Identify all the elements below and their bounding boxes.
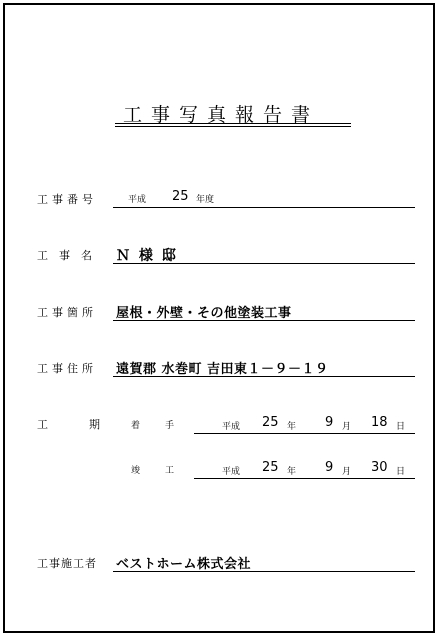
- period-label: 工期: [37, 418, 141, 431]
- period-end-year-unit: 年: [287, 467, 297, 477]
- construction-location-underline: [113, 320, 415, 321]
- period-start-underline: [194, 433, 415, 434]
- construction-address-value: 遠賀郡 水巻町 吉田東１－９－１９: [116, 362, 329, 377]
- construction-name-label: 工事名: [37, 249, 103, 262]
- contractor-label: 工事施工者: [37, 557, 97, 570]
- period-start-day-unit: 日: [396, 422, 406, 432]
- construction-name-value: Ｎ 様 邸: [116, 248, 178, 264]
- period-end-month: 9: [325, 460, 334, 475]
- document-title: 工事写真報告書: [122, 104, 319, 126]
- construction-name-underline: [113, 263, 415, 264]
- construction-number-era: 平成: [128, 195, 147, 205]
- title-underline: [115, 123, 351, 124]
- construction-address-label: 工事住所: [37, 362, 97, 375]
- period-start-day: 18: [371, 415, 388, 430]
- period-start-era: 平成: [222, 422, 241, 432]
- contractor-underline: [113, 571, 415, 572]
- period-start-year: 25: [262, 415, 279, 430]
- period-start-month: 9: [325, 415, 334, 430]
- period-start-month-unit: 月: [342, 422, 352, 432]
- construction-number-suffix: 年度: [196, 195, 215, 205]
- construction-number-underline: [113, 207, 415, 208]
- period-start-label: 着手: [131, 421, 200, 431]
- period-end-year: 25: [262, 460, 279, 475]
- construction-location-value: 屋根・外壁・その他塗装工事: [116, 306, 292, 321]
- period-end-underline: [194, 478, 415, 479]
- period-end-day-unit: 日: [396, 467, 406, 477]
- construction-number-year: 25: [172, 189, 189, 204]
- construction-number-label: 工事番号: [37, 193, 97, 206]
- period-end-label: 竣工: [131, 466, 200, 476]
- period-end-day: 30: [371, 460, 388, 475]
- period-end-month-unit: 月: [342, 467, 352, 477]
- construction-address-underline: [113, 376, 415, 377]
- period-start-year-unit: 年: [287, 422, 297, 432]
- contractor-value: ベストホーム株式会社: [116, 557, 252, 572]
- title-underline-double: [115, 126, 351, 127]
- period-end-era: 平成: [222, 467, 241, 477]
- construction-location-label: 工事箇所: [37, 306, 97, 319]
